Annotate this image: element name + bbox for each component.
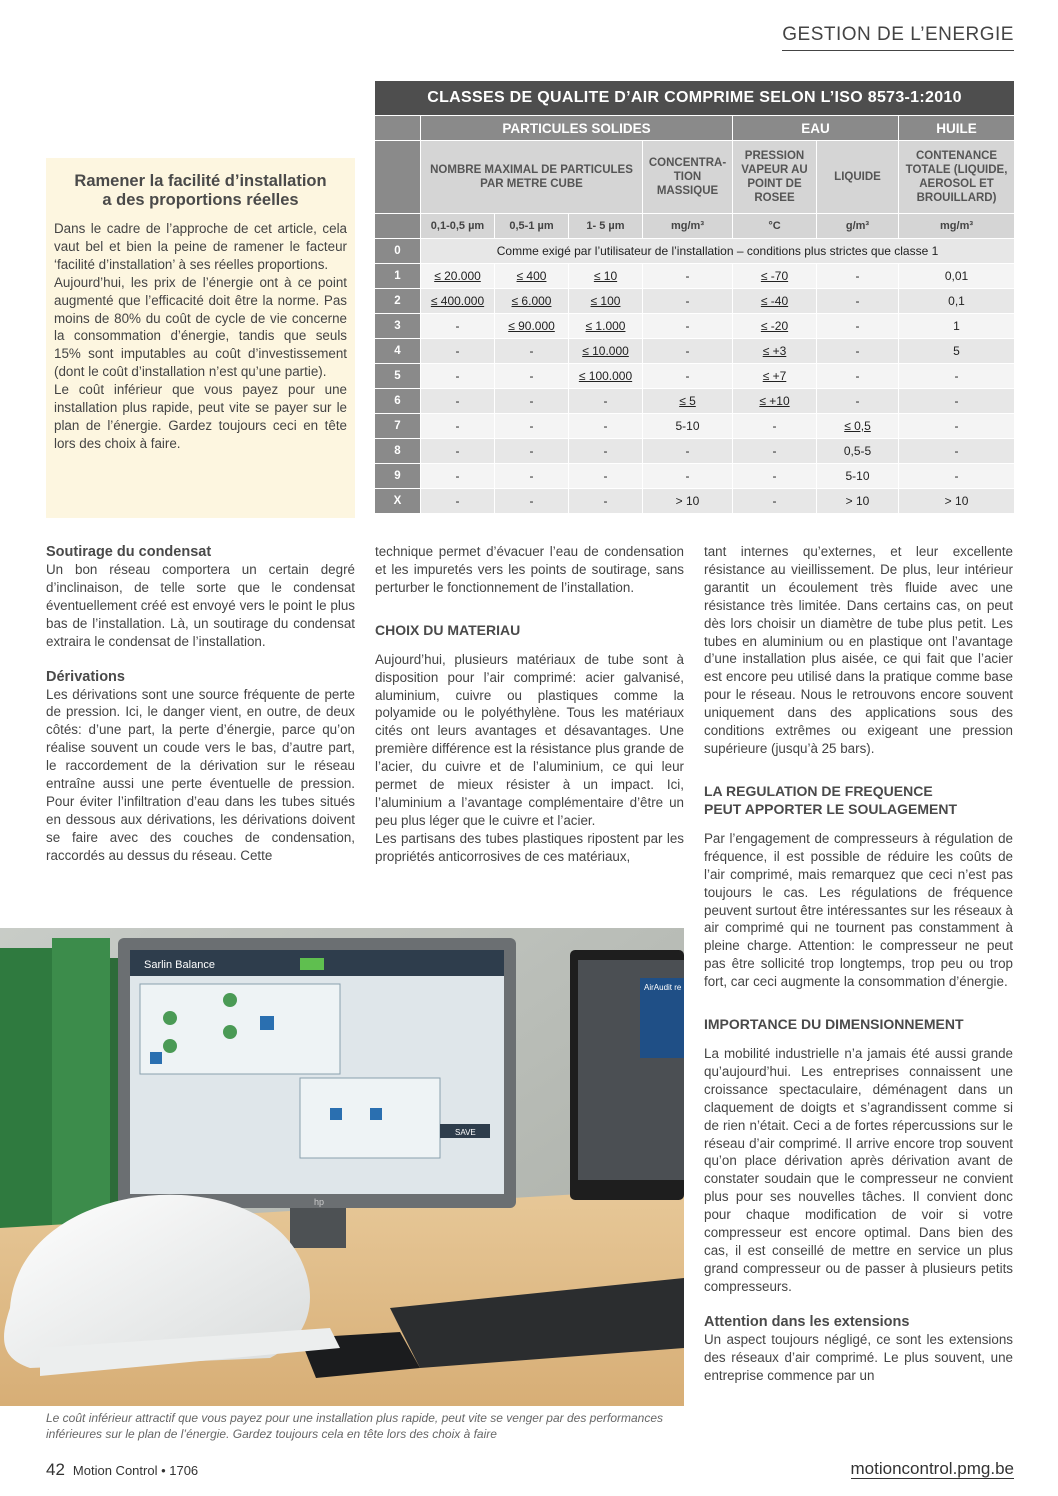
table-cell: -	[817, 314, 899, 339]
table-cell: -	[899, 414, 1015, 439]
table-row	[375, 314, 1015, 339]
table-corner	[375, 116, 421, 141]
table-cell: -	[421, 439, 495, 464]
table-cell: -	[495, 464, 569, 489]
table-cell: 5	[899, 339, 1015, 364]
diagram-node	[260, 1016, 274, 1030]
class-label: 9	[375, 464, 421, 489]
magazine-issue: Motion Control • 1706	[72, 1463, 199, 1478]
table-cell: -	[733, 464, 817, 489]
class-label: 8	[375, 439, 421, 464]
table-cell: -	[569, 439, 643, 464]
table-cell: > 10	[899, 489, 1015, 514]
table-cell: > 10	[817, 489, 899, 514]
table-cell: -	[817, 264, 899, 289]
table-row	[375, 239, 1015, 264]
unit-cell: g/m³	[817, 214, 899, 239]
header-liquid: LIQUIDE	[817, 141, 899, 214]
header-max-particles: NOMBRE MAXIMAL DE PARTICULES PAR METRE CUBE	[421, 141, 643, 214]
table-row	[375, 489, 1015, 514]
heading-materiau: CHOIX DU MATERIAU	[375, 621, 521, 638]
table-cell: -	[495, 439, 569, 464]
header-concentration: CONCENTRA-TION MASSIQUE	[643, 141, 733, 214]
table-title: CLASSES DE QUALITE D’AIR COMPRIME SELON L’ISO 8573-1:2010	[375, 81, 1015, 116]
paragraph-derivations: Les dérivations sont une source fréquente de perte de pression. Ici, le danger vient, en outre, de deux côtés: d’une part, la perte d’énergie, parce qu’on réalise souvent un coude vers le bas, d’autre part, le raccordement de la dérivation sur le réseau entraîne aussi une perte éventuelle de pression. Pour éviter l’infiltration d’eau dans les tubes situés en dessous aux dérivations, les dérivations doivent se faire avec des couches de condensation, raccordés au dessus du réseau. Cette	[46, 686, 355, 863]
table-cell: -	[569, 414, 643, 439]
table-cell: -	[495, 489, 569, 514]
table-cell: -	[817, 339, 899, 364]
table-row	[375, 464, 1015, 489]
table-cell: ≤ 10	[569, 264, 643, 289]
sidebar-paragraph: Dans le cadre de l’approche de cet article, cela vaut bel et bien la peine de ramener le facteur ‘facilité d’installation’ à ses réelles proportions.	[54, 221, 347, 272]
table-row	[375, 414, 1015, 439]
unit-cell: 0,5-1 µm	[495, 214, 569, 239]
paragraph-materiau: Les partisans des tubes plastiques ripostent par les propriétés anticorrosives de ces matériaux,	[375, 830, 684, 864]
table-cell: -	[643, 289, 733, 314]
diagram-node	[330, 1108, 342, 1120]
unit-cell: mg/m³	[899, 214, 1015, 239]
table-cell: ≤ -40	[733, 289, 817, 314]
table-cell: -	[643, 439, 733, 464]
table-cell: ≤ 5	[643, 389, 733, 414]
table-row	[375, 339, 1015, 364]
table-cell: -	[733, 489, 817, 514]
table-cell: -	[421, 389, 495, 414]
paragraph-soutirage: Un bon réseau comportera un certain degré d’inclinaison, de telle sorte que le condensat éventuellement créé est envoyé vers le point le plus bas de l’installation. Là, un soutirage du condensat extraira le condensat de l’installation.	[46, 562, 355, 649]
diagram-node	[150, 1052, 162, 1064]
table-cell: 0,5-5	[817, 439, 899, 464]
table-cell: ≤ 100.000	[569, 364, 643, 389]
table-cell: ≤ +3	[733, 339, 817, 364]
table-cell: ≤ 90.000	[495, 314, 569, 339]
table-cell: -	[733, 439, 817, 464]
sidebar-paragraph: Aujourd’hui, les prix de l’énergie ont à ce point augmenté que l’efficacité doit être la norme. Pas moins de 80% du coût de cycle de vie concerne la consommation d’énergie, tandis que seuls 15% sont imputables au coût d’investissement (dont le coût d’installation n’est qu’une partie).	[54, 274, 347, 380]
table-cell: 0,01	[899, 264, 1015, 289]
group-oil: HUILE	[899, 116, 1015, 141]
table-cell: -	[421, 314, 495, 339]
table-cell: -	[421, 464, 495, 489]
diagram-node	[370, 1108, 382, 1120]
table-corner	[375, 141, 421, 214]
article-column-3	[704, 543, 1013, 1384]
table-cell: -	[643, 314, 733, 339]
photo-caption: Le coût inférieur attractif que vous payez pour une installation plus rapide, peut vite se venger par des performances inférieures sur le plan de l’énergie. Gardez toujours cela en tête lors des choix à faire	[46, 1411, 664, 1441]
table-cell: ≤ 1.000	[569, 314, 643, 339]
table-cell: -	[817, 364, 899, 389]
table-cell: -	[569, 389, 643, 414]
table-cell: -	[495, 414, 569, 439]
heading-dimensionnement: IMPORTANCE DU DIMENSIONNEMENT	[704, 1016, 964, 1033]
table-cell: 5-10	[643, 414, 733, 439]
paragraph-materiau: Aujourd’hui, plusieurs matériaux de tube sont à disposition pour l’air comprimé: acier galvanisé, aluminium, cuivre ou plastiques comme la polyamide ou le polyéthylène. Tous les matériaux cités ont leurs avantages et désavantages. Une première différence est la résistance plus grande de l’acier, du cuivre et de l’aluminium, ce qui leur permet de mieux résister à un impact. Ici, l’aluminium a l’avantage complémentaire d’être un peu plus léger que le cuivre et l’acier.	[375, 651, 684, 828]
header-oil-content: CONTENANCE TOTALE (LIQUIDE, AEROSOL ET BROUILLARD)	[899, 141, 1015, 214]
class-label: 1	[375, 264, 421, 289]
unit-cell: mg/m³	[643, 214, 733, 239]
paragraph-extensions: Un aspect toujours négligé, ce sont les extensions des réseaux d’air comprimé. Le plus souvent, une entreprise commence par un	[704, 1331, 1013, 1383]
table-cell: -	[643, 464, 733, 489]
heading-extensions: Attention dans les extensions	[704, 1313, 910, 1330]
sidebar-title	[54, 172, 347, 210]
table-cell: -	[643, 264, 733, 289]
table-cell: -	[495, 339, 569, 364]
class-label: 2	[375, 289, 421, 314]
class-label: 3	[375, 314, 421, 339]
table-cell: ≤ +10	[733, 389, 817, 414]
heading-regulation-line1: LA REGULATION DE FREQUENCE	[704, 782, 933, 799]
table-row	[375, 439, 1015, 464]
article-column-2	[375, 543, 684, 866]
footer-left	[46, 1460, 198, 1480]
sidebar-box	[46, 158, 355, 518]
status-indicator	[300, 958, 324, 970]
heading-soutirage: Soutirage du condensat	[46, 544, 212, 560]
class-label: 0	[375, 239, 421, 264]
table-row	[375, 364, 1015, 389]
class-label: 7	[375, 414, 421, 439]
table-cell: ≤ 10.000	[569, 339, 643, 364]
table-cell: -	[495, 389, 569, 414]
table-cell: -	[899, 364, 1015, 389]
paragraph-intro: tant internes qu’externes, et leur excellente résistance au vieillissement. De plus, leur intérieur garantit un écoulement très fluide avec une résistance très limitée. Dans certains cas, on peut dès lors choisir un diamètre de tube plus petit. Les tubes en aluminium ou en plastique ont l’avantage d’une installation plus aisée, ce qui fait que l’acier est encore peu utilisé dans la pratique comme base pour le réseau. Nous le retrouvons encore souvent uniquement dans des applications sous des conditions extrêmes ou exigeant une pression supérieure (jusqu’à 25 bars).	[704, 544, 1013, 756]
monitor-stand	[290, 1208, 346, 1248]
table-cell: ≤ +7	[733, 364, 817, 389]
article-column-1	[46, 543, 355, 865]
unit-cell: 1- 5 µm	[569, 214, 643, 239]
table-cell: -	[495, 364, 569, 389]
paragraph-intro: technique permet d’évacuer l’eau de condensation et les impuretés vers les points de soutirage, sans perturber le fonctionnement de l’installation.	[375, 544, 684, 595]
table-row	[375, 264, 1015, 289]
table-cell: 5-10	[817, 464, 899, 489]
paragraph-regulation: Par l’engagement de compresseurs à régulation de fréquence, il est possible de réduire les coûts de l’air comprimé, mais remarquez que ceci n’est pas toujours le cas. Les régulations de fréquence peuvent surtout être intéressantes sur les réseaux à air comprimé qui ne tournent pas constamment à pleine charge. Attention: le compresseur ne peut pas être sollicité trop longtemps, trop peu ou trop fort, car ceci augmente la consommation d’énergie.	[704, 830, 1013, 990]
class0-description: Comme exigé par l’utilisateur de l’installation – conditions plus strictes que classe 1	[421, 239, 1015, 264]
table-cell: -	[899, 439, 1015, 464]
table-cell: -	[569, 464, 643, 489]
table-cell: -	[899, 464, 1015, 489]
table-cell: ≤ -70	[733, 264, 817, 289]
office-photo	[0, 928, 684, 1406]
table-cell: > 10	[643, 489, 733, 514]
section-tag: GESTION DE L’ENERGIE	[782, 24, 1014, 51]
table-row	[375, 289, 1015, 314]
table-cell: ≤ 6.000	[495, 289, 569, 314]
table-cell: -	[817, 289, 899, 314]
second-screen-title: AirAudit re	[644, 983, 682, 992]
website-link[interactable]: motioncontrol.pmg.be	[850, 1459, 1014, 1478]
table-cell: ≤ -20	[733, 314, 817, 339]
table-cell: -	[643, 364, 733, 389]
table-cell: 0,1	[899, 289, 1015, 314]
sidebar-title-line2: a des proportions réelles	[102, 191, 299, 209]
diagram-node	[163, 1011, 177, 1025]
group-water: EAU	[733, 116, 899, 141]
table-cell: ≤ 100	[569, 289, 643, 314]
heading-derivations: Dérivations	[46, 668, 125, 685]
table-cell: -	[421, 489, 495, 514]
table-cell: -	[817, 389, 899, 414]
table-cell: -	[569, 489, 643, 514]
table-cell: 1	[899, 314, 1015, 339]
group-particles: PARTICULES SOLIDES	[421, 116, 733, 141]
unit-cell: °C	[733, 214, 817, 239]
monitor-brand: hp	[314, 1197, 325, 1207]
table-cell: -	[899, 389, 1015, 414]
table-row	[375, 389, 1015, 414]
office-photo-illustration	[0, 928, 684, 1406]
table-cell: ≤ 400.000	[421, 289, 495, 314]
diagram-node	[223, 993, 237, 1007]
save-button-label: SAVE	[455, 1128, 476, 1137]
class-label: 5	[375, 364, 421, 389]
table-cell: ≤ 0,5	[817, 414, 899, 439]
diagram-node	[223, 1025, 237, 1039]
diagram-node	[163, 1039, 177, 1053]
screen-title: Sarlin Balance	[144, 959, 215, 971]
class-label: 6	[375, 389, 421, 414]
header-dewpoint: PRESSION VAPEUR AU POINT DE ROSEE	[733, 141, 817, 214]
heading-regulation-line2: PEUT APPORTER LE SOULAGEMENT	[704, 800, 958, 817]
unit-cell: 0,1-0,5 µm	[421, 214, 495, 239]
class-label: X	[375, 489, 421, 514]
table-cell: ≤ 400	[495, 264, 569, 289]
table-cell: -	[421, 414, 495, 439]
class-label: 4	[375, 339, 421, 364]
paragraph-dimensionnement: La mobilité industrielle n’a jamais été aussi grande qu’aujourd’hui. Les entreprises connaissent une croissance spectaculaire, déménagent dans un claquement de doigts et s’agrandissent comme si de rien n’était. Ceci a de fortes répercussions sur le réseau d’air comprimé. Il arrive encore trop souvent qu’on place dérivation après dérivation avant de constater soudain que le compresseur ne convient plus pour ses nouvelles tâches. Il convient donc pour chaque modification de voir si votre compresseur est encore optimal. Dans bien des cas, il est conseillé de mettre en service un plus grand compresseur ou de passer à plusieurs petits compresseurs.	[704, 1046, 1013, 1294]
table-cell: -	[733, 414, 817, 439]
table-cell: -	[421, 364, 495, 389]
table-cell: ≤ 20.000	[421, 264, 495, 289]
binder	[52, 938, 110, 1248]
page-number: 42	[46, 1460, 65, 1479]
table-cell: -	[643, 339, 733, 364]
iso-quality-table	[374, 80, 1014, 514]
table-cell: -	[421, 339, 495, 364]
sidebar-paragraph: Le coût inférieur que vous payez pour une installation plus rapide, peut vite se payer sur le plan de l’énergie. Gardez toujours ceci en tête lors des choix à faire.	[54, 382, 347, 451]
table-corner	[375, 214, 421, 239]
diagram-panel	[140, 984, 340, 1074]
sidebar-title-line1: Ramener la facilité d’installation	[74, 172, 327, 190]
binder	[0, 948, 52, 1248]
